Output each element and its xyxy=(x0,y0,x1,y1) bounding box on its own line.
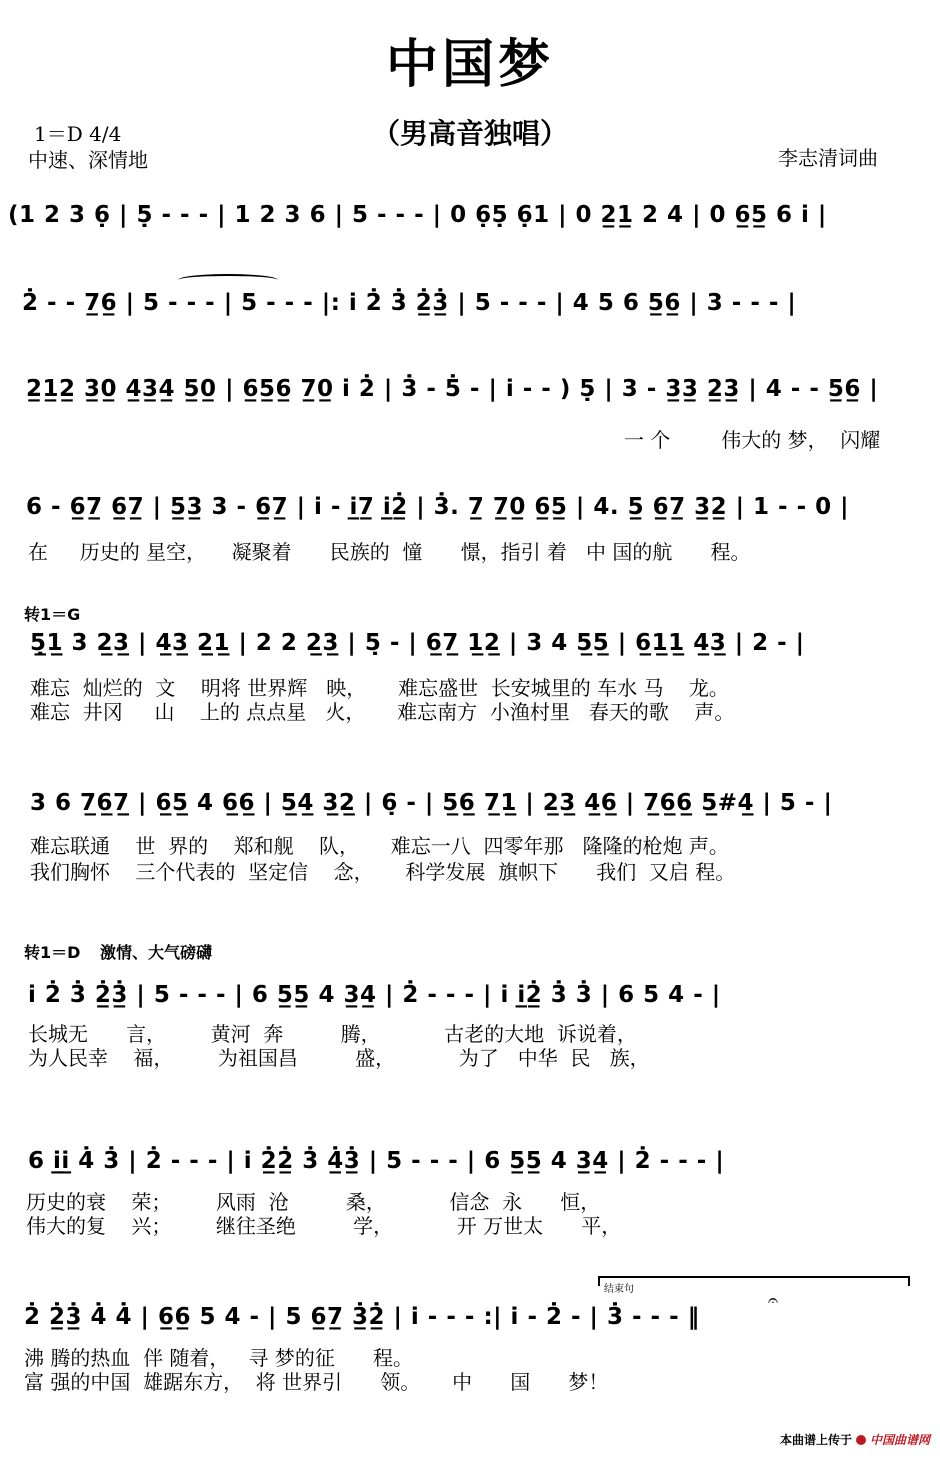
composer-credit: 李志清词曲 xyxy=(778,146,878,170)
score-subtitle: （男高音独唱） xyxy=(371,117,568,150)
key-change-d: 转1＝D xyxy=(24,943,81,962)
lyric-line-6a: 难忘联通 世 界的 郑和舰 队， 难忘一八 四零年那 隆隆的枪炮 声。 xyxy=(30,834,729,858)
lyric-line-7a: 长城无 言， 黄河 奔 腾， 古老的大地 诉说着， xyxy=(28,1022,637,1046)
tempo-marking: 中速、深情地 xyxy=(28,148,148,172)
footer xyxy=(780,1431,930,1448)
lyric-line-9a: 沸 腾的热血 伴 随着， 寻 梦的征 程。 xyxy=(24,1346,414,1370)
notation-line-2: 2̇ - - 7̲6̲ | 5 - - - | 5 - - - |: i 2̇ 3̇ 2̲̇3̲̇ | 5 - - - | 4 5 6 5̲6̲ | 3 - - - | xyxy=(22,290,797,316)
notation-line-6: 3 6 7̲6̲7̲ | 6̲5̲ 4 6̲6̲ | 5̲4̲ 3̲2̲ | 6̣ - | 5̲6̲ 7̲1̲ | 2̲3̲ 4̲6̲ | 7̲6̲6̲ 5̲#4̲ | 5 - | xyxy=(30,790,833,816)
lyric-line-8a: 历史的衰 荣； 风雨 沧 桑， 信念 永 恒， xyxy=(26,1190,601,1214)
ending-bracket xyxy=(598,1276,910,1286)
notation-line-4: 6 - 6̲7̲ 6̲7̲ | 5̲3̲ 3 - 6̲7̲ | i - i̲7̲ i̲2̲̇ | 3̇. 7̲ 7̲0̲ 6̲5̲ | 4. 5̲ 6̲7̲ 3̲2̲ | 1 - - 0 | xyxy=(26,494,850,520)
lyric-line-4: 在 历史的 星空， 凝聚着 民族的 憧 憬，指引 着 中 国的航 程。 xyxy=(28,540,751,564)
notation-line-8: 6 i̲i̲ 4̇ 3̇ | 2̇ - - - | i 2̲̇2̲̇ 3̇ 4̲̇3̲̇ | 5 - - - | 6 5̲5̲ 4 3̲4̲ | 2̇ - - - | xyxy=(28,1148,725,1174)
footer-site: 中国曲谱网 xyxy=(869,1433,930,1447)
lyric-line-5b: 难忘 井冈 山 上的 点点星 火， 难忘南方 小渔村里 春天的歌 声。 xyxy=(30,700,735,724)
score-title: 中国梦 xyxy=(385,34,554,95)
key-signature: 1＝D 4/4 xyxy=(34,122,122,146)
notation-line-5: 5̣̲1̲ 3 2̲3̲ | 4̲3̲ 2̲1̲ | 2 2 2̲3̲ | 5̣ - | 6̲7̲ 1̲2̲ | 3 4 5̲5̲ | 6̲1̲1̲ 4̲3̲ | 2 - | xyxy=(30,630,805,656)
lyric-line-3: 一 个 伟大的 梦， 闪耀 xyxy=(624,428,881,452)
lyric-line-6b: 我们胸怀 三个代表的 坚定信 念， 科学发展 旗帜下 我们 又启 程。 xyxy=(30,860,736,884)
notation-line-1: (1 2 3 6̣ | 5̣ - - - | 1 2 3 6 | 5 - - - | 0 6̣5̣ 6̣1 | 0 2̲1̲ 2 4 | 0 6̲5̲ 6 i | xyxy=(8,202,827,228)
lyric-line-7b: 为人民幸 福， 为祖国昌 盛， 为了 中华 民 族， xyxy=(28,1046,650,1070)
notation-line-9: 2̇ 2̲̇3̲̇ 4̇ 4̇ | 6̲6̲ 5 4 - | 5 6̲7̲ 3̲̇2̲̇ | i - - - :| i - 2̇ - | 3̇ - - - ‖ xyxy=(24,1304,700,1330)
site-logo-icon xyxy=(856,1435,866,1445)
key-change-g: 转1＝G xyxy=(24,605,81,624)
ending-label: 结束句 xyxy=(604,1284,634,1295)
lyric-line-5a: 难忘 灿烂的 文 明将 世界辉 映， 难忘盛世 长安城里的 车水 马 龙。 xyxy=(30,676,729,700)
tie-slur xyxy=(178,274,278,286)
footer-text: 本曲谱上传于 xyxy=(779,1433,852,1447)
lyric-line-9b: 富 强的中国 雄踞东方， 将 世界引 领。 中 国 梦！ xyxy=(24,1370,609,1394)
lyric-line-8b: 伟大的复 兴； 继往圣绝 学， 开 万世太 平， xyxy=(26,1214,622,1238)
notation-line-7: i 2̇ 3̇ 2̲̇3̲̇ | 5 - - - | 6 5̲5̲ 4 3̲4̲ | 2̇ - - - | i i̲2̲̇ 3̇ 3̇ | 6 5 4 - | xyxy=(28,982,721,1008)
fermata-icon: 𝄐 xyxy=(768,1290,779,1311)
expression-marking: 激情、大气磅礴 xyxy=(100,943,213,962)
notation-line-3: 2̲1̲2̲ 3̲0̲ 4̲3̲4̲ 5̲0̲ | 6̲5̲6̲ 7̲0̲ i 2̇ | 3̇ - 5̇ - | i - - ) 5̣ | 3 - 3̲3̲ 2̲3̲ | 4 - - 5̲6̲ | xyxy=(26,376,879,402)
